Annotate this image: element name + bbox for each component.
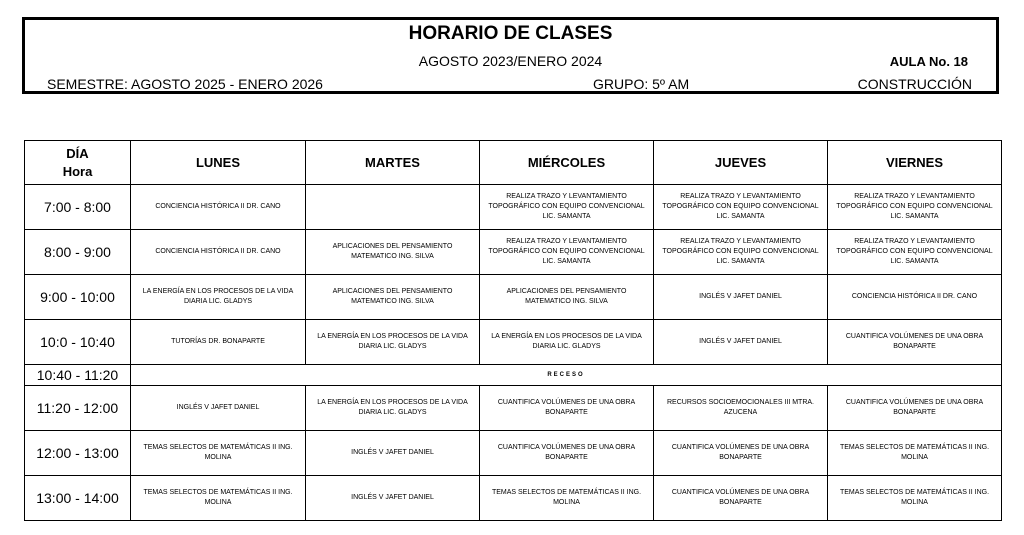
table-row [25, 274, 1002, 319]
corner-day-label: DÍA [66, 145, 89, 161]
class-cell: TEMAS SELECTOS DE MATEMÁTICAS II ING. MOLINA [131, 431, 306, 476]
class-cell: INGLÉS V JAFET DANIEL [306, 475, 480, 520]
time-slot: 10:0 - 10:40 [25, 319, 131, 364]
time-slot: 12:00 - 13:00 [25, 431, 131, 476]
class-cell: TUTORÍAS DR. BONAPARTE [131, 319, 306, 364]
specialty-label: CONSTRUCCIÓN [857, 76, 972, 92]
time-slot: 10:40 - 11:20 [25, 364, 131, 385]
class-cell: INGLÉS V JAFET DANIEL [306, 431, 480, 476]
classroom-label: AULA No. 18 [889, 54, 968, 69]
class-cell: LA ENERGÍA EN LOS PROCESOS DE LA VIDA DIARIA LIC. GLADYS [306, 386, 480, 431]
time-slot: 7:00 - 8:00 [25, 185, 131, 230]
class-cell: APLICACIONES DEL PENSAMIENTO MATEMATICO ING. SILVA [306, 229, 480, 274]
class-cell: INGLÉS V JAFET DANIEL [654, 274, 828, 319]
period-subtitle: AGOSTO 2023/ENERO 2024 [418, 53, 603, 69]
class-cell: CONCIENCIA HISTÓRICA II DR. CANO [131, 229, 306, 274]
table-row [25, 475, 1002, 520]
table-row [25, 319, 1002, 364]
schedule-header [22, 17, 999, 94]
class-cell: TEMAS SELECTOS DE MATEMÁTICAS II ING. MOLINA [131, 475, 306, 520]
class-cell: CONCIENCIA HISTÓRICA II DR. CANO [131, 185, 306, 230]
semester-label: SEMESTRE: AGOSTO 2025 - ENERO 2026 [47, 76, 323, 92]
class-cell: CUANTIFICA VOLÚMENES DE UNA OBRA BONAPARTE [480, 386, 654, 431]
class-cell: TEMAS SELECTOS DE MATEMÁTICAS II ING. MOLINA [828, 475, 1002, 520]
corner-header [25, 141, 131, 185]
break-row [25, 364, 1002, 385]
day-header: JUEVES [654, 141, 828, 185]
page-title: HORARIO DE CLASES [408, 23, 613, 44]
corner-hour-label: Hora [62, 163, 93, 179]
class-cell: REALIZA TRAZO Y LEVANTAMIENTO TOPOGRÁFICO CON EQUIPO CONVENCIONAL LIC. SAMANTA [828, 185, 1002, 230]
table-row [25, 229, 1002, 274]
day-header: VIERNES [828, 141, 1002, 185]
break-label: RECESO [131, 364, 1002, 385]
class-cell: REALIZA TRAZO Y LEVANTAMIENTO TOPOGRÁFICO CON EQUIPO CONVENCIONAL LIC. SAMANTA [654, 185, 828, 230]
group-label: GRUPO: 5º AM [593, 76, 690, 92]
class-cell [306, 185, 480, 230]
class-cell: RECURSOS SOCIOEMOCIONALES III MTRA. AZUCENA [654, 386, 828, 431]
class-cell: CONCIENCIA HISTÓRICA II DR. CANO [828, 274, 1002, 319]
class-cell: APLICACIONES DEL PENSAMIENTO MATEMATICO ING. SILVA [306, 274, 480, 319]
class-cell: REALIZA TRAZO Y LEVANTAMIENTO TOPOGRÁFICO CON EQUIPO CONVENCIONAL LIC. SAMANTA [480, 185, 654, 230]
class-cell: INGLÉS V JAFET DANIEL [131, 386, 306, 431]
schedule-table [24, 140, 1002, 521]
class-cell: CUANTIFICA VOLÚMENES DE UNA OBRA BONAPARTE [480, 431, 654, 476]
time-slot: 9:00 - 10:00 [25, 274, 131, 319]
time-slot: 11:20 - 12:00 [25, 386, 131, 431]
class-cell: LA ENERGÍA EN LOS PROCESOS DE LA VIDA DIARIA LIC. GLADYS [131, 274, 306, 319]
time-slot: 13:00 - 14:00 [25, 475, 131, 520]
class-cell: REALIZA TRAZO Y LEVANTAMIENTO TOPOGRÁFICO CON EQUIPO CONVENCIONAL LIC. SAMANTA [654, 229, 828, 274]
day-header: LUNES [131, 141, 306, 185]
class-cell: TEMAS SELECTOS DE MATEMÁTICAS II ING. MOLINA [828, 431, 1002, 476]
class-cell: LA ENERGÍA EN LOS PROCESOS DE LA VIDA DIARIA LIC. GLADYS [480, 319, 654, 364]
table-row [25, 386, 1002, 431]
class-cell: CUANTIFICA VOLÚMENES DE UNA OBRA BONAPARTE [828, 386, 1002, 431]
class-cell: REALIZA TRAZO Y LEVANTAMIENTO TOPOGRÁFICO CON EQUIPO CONVENCIONAL LIC. SAMANTA [480, 229, 654, 274]
class-cell: INGLÉS V JAFET DANIEL [654, 319, 828, 364]
table-row [25, 185, 1002, 230]
class-cell: APLICACIONES DEL PENSAMIENTO MATEMATICO ING. SILVA [480, 274, 654, 319]
table-row [25, 431, 1002, 476]
class-cell: CUANTIFICA VOLÚMENES DE UNA OBRA BONAPARTE [654, 475, 828, 520]
class-cell: TEMAS SELECTOS DE MATEMÁTICAS II ING. MOLINA [480, 475, 654, 520]
class-cell: LA ENERGÍA EN LOS PROCESOS DE LA VIDA DIARIA LIC. GLADYS [306, 319, 480, 364]
table-header-row [25, 141, 1002, 185]
day-header: MARTES [306, 141, 480, 185]
day-header: MIÉRCOLES [480, 141, 654, 185]
class-cell: REALIZA TRAZO Y LEVANTAMIENTO TOPOGRÁFICO CON EQUIPO CONVENCIONAL LIC. SAMANTA [828, 229, 1002, 274]
class-cell: CUANTIFICA VOLÚMENES DE UNA OBRA BONAPARTE [828, 319, 1002, 364]
time-slot: 8:00 - 9:00 [25, 229, 131, 274]
class-cell: CUANTIFICA VOLÚMENES DE UNA OBRA BONAPARTE [654, 431, 828, 476]
